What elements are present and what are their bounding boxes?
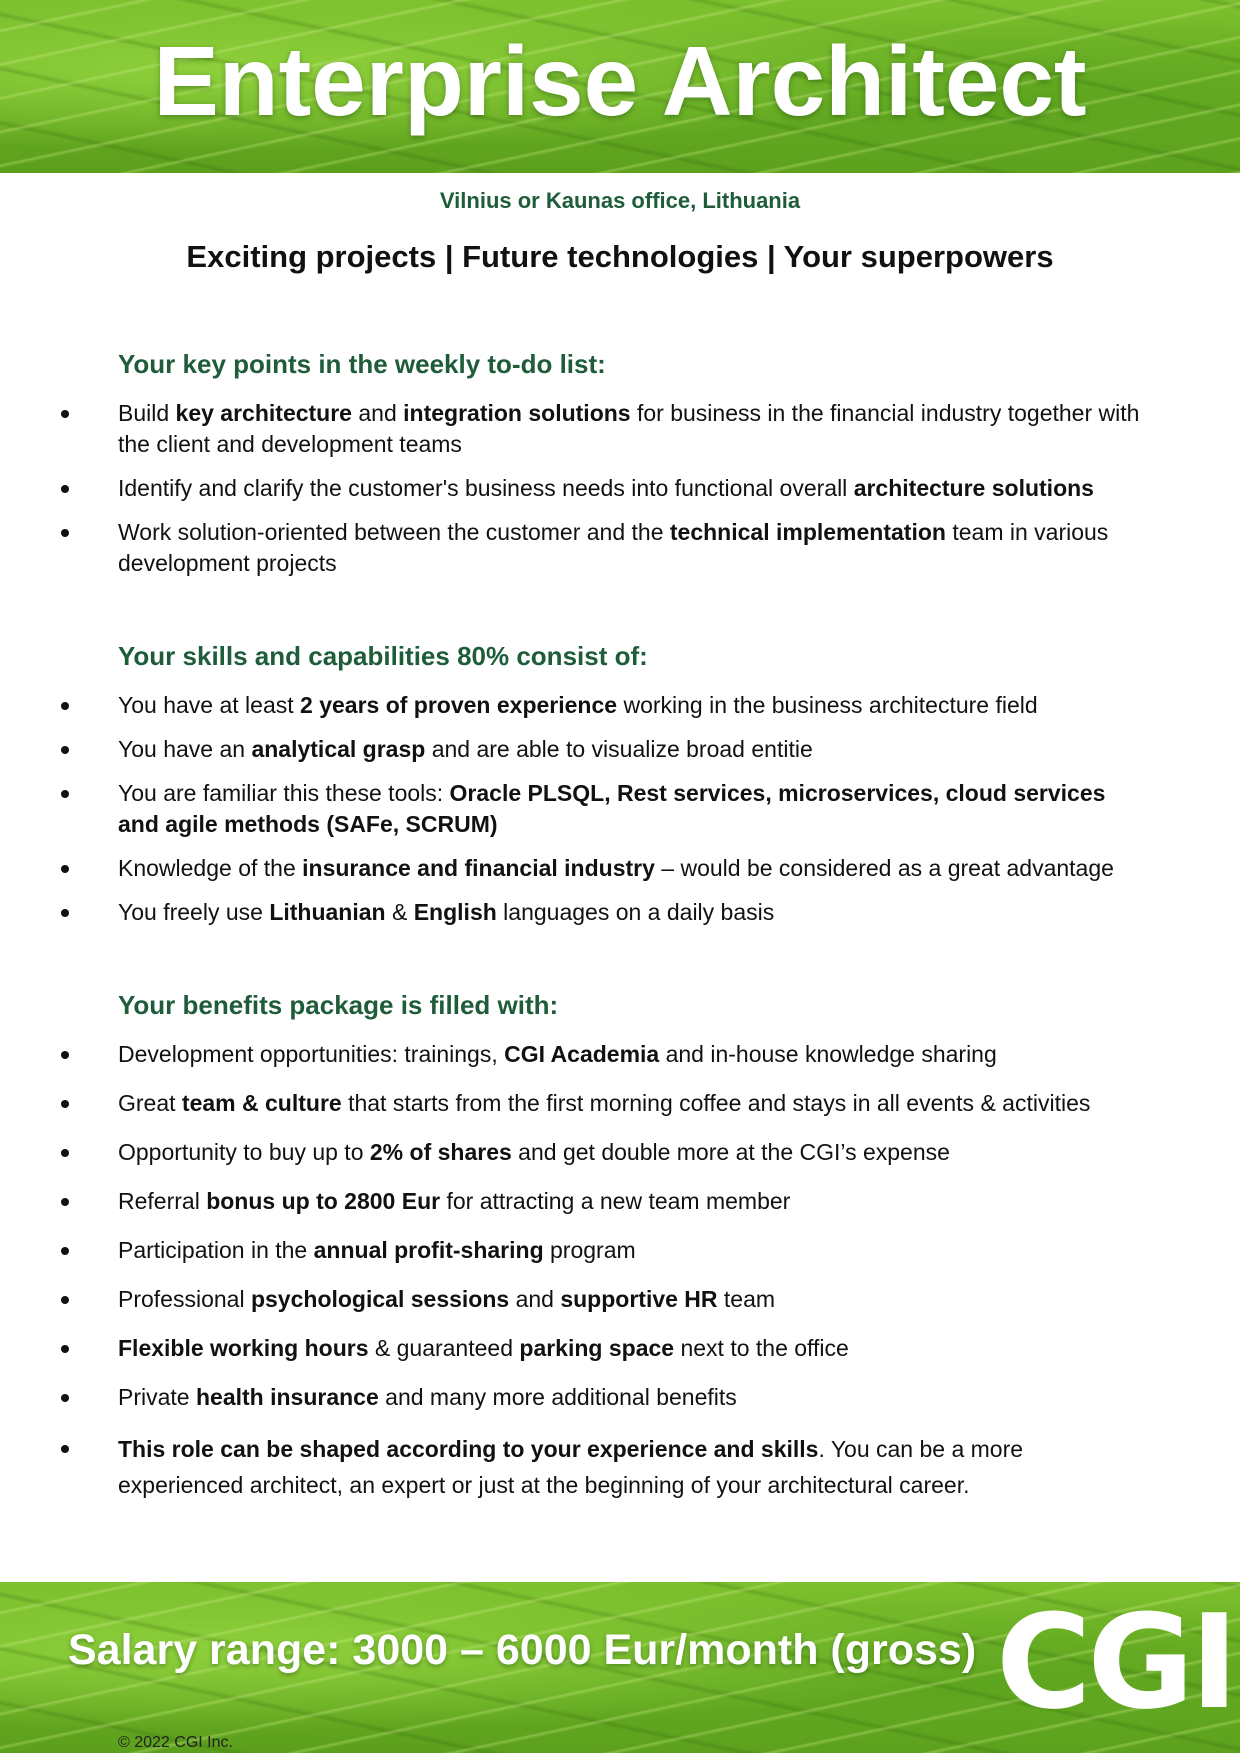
cgi-logo: CGI <box>996 1586 1235 1738</box>
bold-text: Flexible working hours <box>118 1335 369 1361</box>
bold-text: This role can be shaped according to your experience and skills <box>118 1436 819 1462</box>
tagline: Exciting projects | Future technologies | Your superpowers <box>186 239 1054 274</box>
text-run: and <box>509 1286 561 1312</box>
text-run: Identify and clarify the customer's business needs into functional overall <box>118 475 854 501</box>
text-run: team in various development projects <box>118 519 1109 576</box>
bold-text: analytical grasp <box>251 736 426 762</box>
salary-range: Salary range: 3000 – 6000 Eur/month (gross) <box>68 1626 977 1674</box>
bold-text: Oracle PLSQL, Rest services, microservices, cloud services and agile methods (SAFe, SCRUM) <box>118 780 1106 837</box>
text-run: & <box>385 899 414 925</box>
list-item <box>0 1186 1240 1217</box>
text-run: – would be considered as a great advantage <box>654 855 1114 881</box>
bold-text: supportive HR <box>560 1286 718 1312</box>
text-run: & guaranteed <box>368 1335 520 1361</box>
list-item <box>0 1088 1240 1119</box>
list-item <box>0 734 1240 765</box>
list-item <box>0 853 1240 884</box>
list-item <box>0 1235 1240 1266</box>
text-run: and get double more at the CGI’s expense <box>511 1139 950 1165</box>
list-item <box>0 1039 1240 1070</box>
text-run: team <box>717 1286 776 1312</box>
bold-text: 2% of shares <box>369 1139 512 1165</box>
text-run: and many more additional benefits <box>378 1384 737 1410</box>
page-title: Enterprise Architect <box>153 26 1087 136</box>
skills-heading: Your skills and capabilities 80% consist of: <box>118 641 648 671</box>
bold-text: team & culture <box>181 1090 342 1116</box>
text-run: Opportunity to buy up to <box>118 1139 370 1165</box>
text-run: for business in the financial industry together with the client and development teams <box>118 400 1140 457</box>
todo-heading: Your key points in the weekly to-do list: <box>118 349 606 379</box>
text-run: Great <box>118 1090 182 1116</box>
bold-text: key architecture <box>175 400 352 426</box>
text-run: that starts from the first morning coffee and stays in all events & activities <box>341 1090 1091 1116</box>
text-run: program <box>543 1237 636 1263</box>
bold-text: Lithuanian <box>269 899 386 925</box>
text-run: Development opportunities: trainings, <box>118 1041 505 1067</box>
text-run: . You can be a more experienced architect, an expert or just at the beginning of your architectural career. <box>118 1436 1024 1498</box>
bold-text: insurance and financial industry <box>302 855 655 881</box>
copyright-notice: © 2022 CGI Inc. <box>118 1734 233 1751</box>
list-item <box>0 1382 1240 1413</box>
list-item <box>0 1137 1240 1168</box>
bold-text: English <box>413 899 497 925</box>
bold-text: architecture solutions <box>853 475 1094 501</box>
bold-text: parking space <box>519 1335 675 1361</box>
bold-text: health insurance <box>195 1384 379 1410</box>
text-run: next to the office <box>674 1335 849 1361</box>
text-run: languages on a daily basis <box>496 899 775 925</box>
list-item <box>0 517 1240 579</box>
text-run: You freely use <box>118 899 270 925</box>
bold-text: CGI Academia <box>504 1041 660 1067</box>
benefits-list <box>0 1039 1240 1521</box>
list-item <box>0 473 1240 504</box>
list-item <box>0 1333 1240 1364</box>
text-run: Participation in the <box>118 1237 314 1263</box>
text-run: Professional <box>118 1286 251 1312</box>
list-item <box>0 778 1240 840</box>
bold-text: psychological sessions <box>250 1286 510 1312</box>
bold-text: 2 years of proven experience <box>300 692 618 718</box>
list-item <box>0 690 1240 721</box>
footer-banner <box>0 1582 1240 1753</box>
text-run: Knowledge of the <box>118 855 303 881</box>
text-run: and are able to visualize broad entitie <box>425 736 813 762</box>
text-run: Private <box>118 1384 196 1410</box>
text-run: Build <box>118 400 176 426</box>
text-run: for attracting a new team member <box>440 1188 791 1214</box>
bold-text: annual profit-sharing <box>313 1237 544 1263</box>
list-item <box>0 1431 1240 1503</box>
todo-list <box>0 398 1240 592</box>
text-run: working in the business architecture field <box>617 692 1038 718</box>
list-item <box>0 398 1240 460</box>
bold-text: technical implementation <box>669 519 946 545</box>
bold-text: integration solutions <box>403 400 631 426</box>
list-item <box>0 897 1240 928</box>
text-run: Work solution-oriented between the customer and the <box>118 519 670 545</box>
bold-text: bonus up to 2800 Eur <box>206 1188 441 1214</box>
text-run: and in-house knowledge sharing <box>659 1041 997 1067</box>
text-run: You are familiar this these tools: <box>118 780 450 806</box>
header-banner <box>0 0 1240 173</box>
text-run: You have an <box>118 736 252 762</box>
text-run: and <box>351 400 404 426</box>
text-run: You have at least <box>118 692 301 718</box>
list-item <box>0 1284 1240 1315</box>
skills-list <box>0 690 1240 941</box>
job-location: Vilnius or Kaunas office, Lithuania <box>439 188 801 213</box>
benefits-heading: Your benefits package is filled with: <box>118 990 559 1020</box>
text-run: Referral <box>118 1188 207 1214</box>
